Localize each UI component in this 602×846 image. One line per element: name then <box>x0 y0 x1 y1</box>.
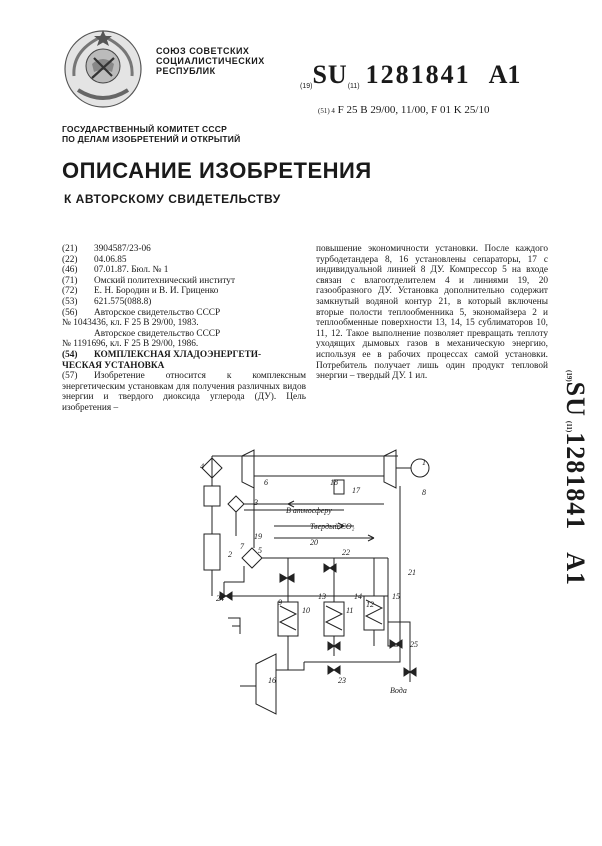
ipc-value: F 25 B 29/00, 11/00, F 01 K 25/10 <box>337 104 490 116</box>
biblio-entry-72: (72) Е. Н. Бородин и В. И. Гриценко <box>62 286 219 297</box>
committee-line-1: ГОСУДАРСТВЕННЫЙ КОМИТЕТ СССР <box>62 124 227 134</box>
union-line-2: СОЦИАЛИСТИЧЕСКИХ <box>156 56 265 66</box>
fig-num-23: 23 <box>338 676 346 685</box>
side-number: 1281841 <box>561 432 590 531</box>
fig-num-22: 22 <box>342 548 350 557</box>
fig-num-7: 7 <box>240 542 244 551</box>
biblio-entry-22: (22) 04.06.85 <box>62 254 127 265</box>
ussr-emblem-icon <box>62 28 144 110</box>
fig-num-2: 2 <box>228 550 232 559</box>
fig-num-5: 5 <box>258 546 262 555</box>
union-line-3: РЕСПУБЛИК <box>156 66 216 76</box>
fig-num-1: 1 <box>422 458 426 467</box>
country-code-label: (19) <box>300 83 313 90</box>
biblio-entry-56: (56) Авторское свидетельство СССР <box>62 307 221 318</box>
biblio-entry-46: (46) 07.01.87. Бюл. № 1 <box>62 265 169 276</box>
label-atmosphere: В атмосферу <box>286 506 332 515</box>
state-union-block <box>156 46 265 76</box>
ipc-label: (51) 4 <box>318 107 335 115</box>
biblio-entry-53: (53) 621.575(088.8) <box>62 296 152 307</box>
reference-1: № 1043436, кл. F 25 B 29/00, 1983. <box>62 318 199 329</box>
fig-num-6: 6 <box>264 478 268 487</box>
ipc-classification <box>318 104 489 116</box>
fig-num-4: 4 <box>200 462 204 471</box>
installation-schematic <box>184 446 454 716</box>
abstract-start: (57) Изобретение относится к комплексным энергетическим установкам для получения различных видов энергии и твердого диоксида углерода (ДУ). Цель изобретения – <box>62 371 306 413</box>
fig-num-3: 3 <box>254 498 258 507</box>
publication-number <box>300 60 521 90</box>
fig-num-19: 19 <box>254 532 262 541</box>
union-line-1: СОЮЗ СОВЕТСКИХ <box>156 46 250 56</box>
fig-num-8: 8 <box>422 488 426 497</box>
reference-2: № 1191696, кл. F 25 B 29/00, 1986. <box>62 339 199 350</box>
label-water: Вода <box>390 686 407 695</box>
number-label: (11) <box>347 83 360 90</box>
side-kind: A1 <box>561 552 590 586</box>
biblio-entry-21: (21) 3904587/23-06 <box>62 244 151 254</box>
fig-num-20: 20 <box>310 538 318 547</box>
side-country: SU <box>561 381 590 417</box>
fig-num-18: 18 <box>330 478 338 487</box>
side-country-label: (19) <box>565 370 573 382</box>
fig-num-21: 21 <box>408 568 416 577</box>
fig-num-11: 11 <box>346 606 354 615</box>
invention-title-1: (54) КОМПЛЕКСНАЯ ХЛАДОЭНЕРГЕТИ- <box>62 349 262 360</box>
committee-block <box>62 124 240 144</box>
document-subtitle: К АВТОРСКОМУ СВИДЕТЕЛЬСТВУ <box>64 192 281 206</box>
fig-num-17: 17 <box>352 486 360 495</box>
side-publication-mark <box>540 370 590 670</box>
fig-num-14: 14 <box>354 592 362 601</box>
fig-num-13: 13 <box>318 592 326 601</box>
label-solid-co2: Твердый CO₂ <box>310 522 355 531</box>
document-title: ОПИСАНИЕ ИЗОБРЕТЕНИЯ <box>62 158 372 183</box>
patent-number: 1281841 <box>365 60 471 89</box>
country-code: SU <box>312 60 348 89</box>
biblio-entry-71: (71) Омский политехнический институт <box>62 275 236 286</box>
fig-num-15: 15 <box>392 592 400 601</box>
fig-num-10: 10 <box>302 606 310 615</box>
fig-num-16: 16 <box>268 676 276 685</box>
committee-line-2: ПО ДЕЛАМ ИЗОБРЕТЕНИЙ И ОТКРЫТИЙ <box>62 134 241 144</box>
abstract-continuation: повышение экономичности установки. После каждого турбодетандера 8, 16 установлены сепараторы, 17 с индивидуальной линией 8 ДУ. Компрессор 5 на входе связан с влагоотделителем 4 и линиями 19, 20 газообразного ДУ. Установка дополнительно содержит замкнутый водяной контур 21, в который включены вторые полости теплообменника 5, экономайзера 2 и теплообменные поверхности 13, 14, 15 сублиматоров 10, 11, 12. Такое выполнение позволяет превращать теплоту уходящих дымовых газов в механическую энергию, используя ее в рабочих процессах самой установки. Потребитель получает лишь один продукт тепловой энергии – твердый ДУ. 1 ил. <box>316 244 548 382</box>
bibliographic-data <box>62 244 306 414</box>
fig-num-25: 25 <box>410 640 418 649</box>
reference-2-intro: Авторское свидетельство СССР <box>94 328 221 339</box>
invention-title-2: ЧЕСКАЯ УСТАНОВКА <box>62 360 165 371</box>
fig-num-24: 24 <box>216 594 224 603</box>
fig-num-12: 12 <box>366 600 374 609</box>
kind-code: A1 <box>488 60 521 89</box>
side-number-label: (11) <box>565 420 573 433</box>
fig-num-9: 9 <box>278 598 282 607</box>
